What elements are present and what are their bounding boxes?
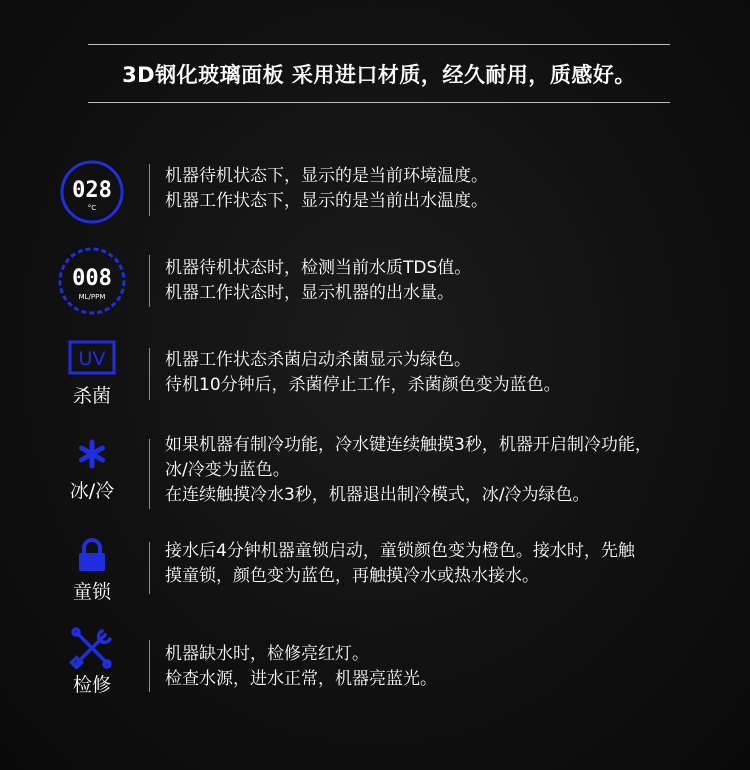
row-divider (149, 255, 150, 307)
lock-icon (54, 538, 130, 604)
description-line: 待机10分钟后，杀菌停止工作，杀菌颜色变为蓝色。 (165, 375, 561, 395)
description-line: 如果机器有制冷功能，冷水键连续触摸3秒，机器开启制冷功能， (165, 435, 652, 455)
header-banner (88, 44, 670, 103)
uv-icon-text: UV (78, 348, 106, 370)
cooling-label: 冰/冷 (69, 480, 115, 502)
temperature-display-icon (54, 159, 130, 225)
tds-display-value: 008 (72, 266, 112, 291)
feature-description (165, 642, 740, 692)
description-line: 机器待机状态时，检测当前水质TDS值。 (165, 258, 472, 278)
description-line: 在连续触摸冷水3秒，机器退出制冷模式，冰/冷为绿色。 (165, 485, 590, 505)
description-line: 摸童锁，颜色变为蓝色，再触摸冷水或热水接水。 (165, 566, 539, 586)
tds-display-icon (54, 246, 130, 316)
description-line: 冰/冷变为蓝色。 (165, 460, 290, 480)
header-title: 3D钢化玻璃面板 采用进口材质，经久耐用，质感好。 (122, 62, 636, 87)
row-divider (149, 348, 150, 400)
sterilize-label: 杀菌 (72, 385, 111, 407)
description-line: 机器工作状态时，显示机器的出水量。 (165, 283, 454, 303)
row-divider (149, 164, 150, 216)
maintenance-label: 检修 (72, 674, 111, 696)
feature-description (165, 164, 740, 214)
description-line: 机器待机状态下，显示的是当前环境温度。 (165, 166, 488, 186)
snowflake-icon (54, 437, 130, 503)
temperature-display-value: 028 (72, 178, 112, 203)
description-line: 接水后4分钟机器童锁启动，童锁颜色变为橙色。接水时，先触 (165, 541, 635, 561)
row-divider (149, 439, 150, 509)
repair-tools-icon (54, 627, 130, 697)
description-line: 检查水源，进水正常，机器亮蓝光。 (165, 669, 437, 689)
feature-description (165, 433, 740, 508)
feature-description (165, 539, 740, 589)
description-line: 机器工作状态下，显示的是当前出水温度。 (165, 191, 488, 211)
temperature-display-unit: °C (87, 204, 97, 212)
row-divider (149, 640, 150, 692)
uv-icon (54, 340, 130, 408)
child-lock-label: 童锁 (72, 581, 111, 603)
description-line: 机器缺水时，检修亮红灯。 (165, 644, 369, 664)
feature-description (165, 348, 740, 398)
row-divider (149, 542, 150, 594)
tds-display-unit: ML/PPM (78, 293, 106, 301)
description-line: 机器工作状态杀菌启动杀菌显示为绿色。 (165, 350, 471, 370)
feature-description (165, 256, 740, 306)
